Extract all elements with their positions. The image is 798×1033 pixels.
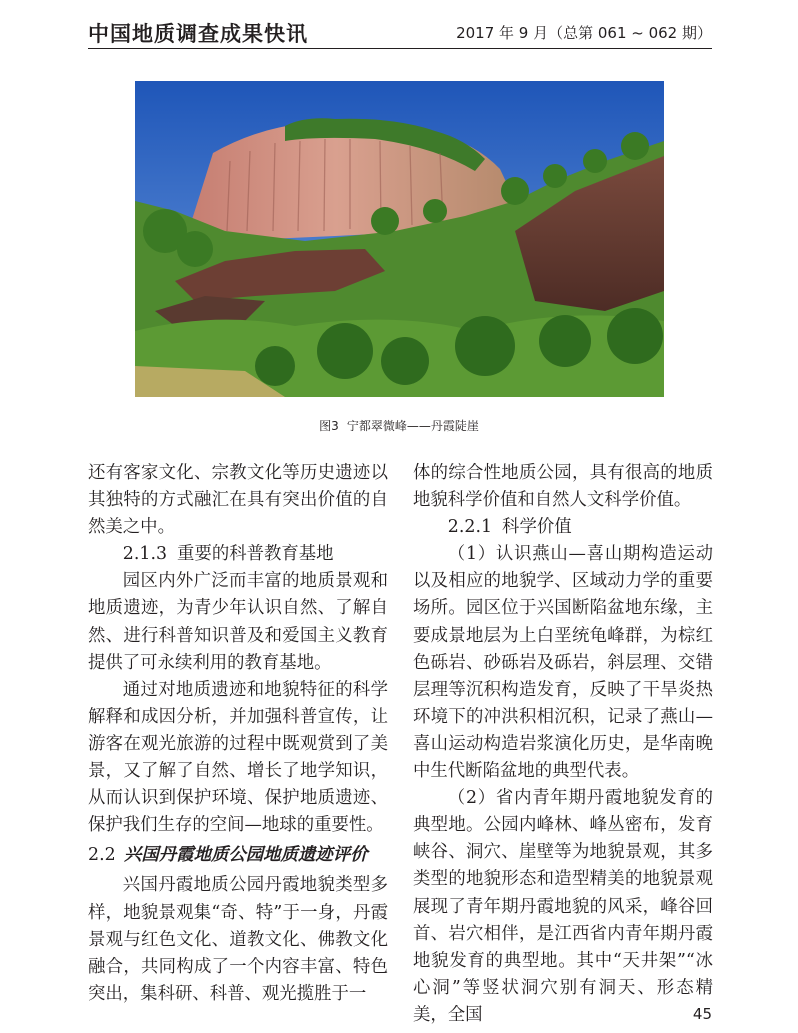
- paragraph: 园区内外广泛而丰富的地质景观和地质遗迹，为青少年认识自然、了解自然、进行科普知识普及和爱国主义教育提供了可永续利用的教育基地。: [88, 571, 388, 673]
- paragraph: 兴国丹霞地质公园丹霞地貌类型多样，地貌景观集“奇、特”于一身，丹霞景观与红色文化、道教文化、佛教文化融合，共同构成了一个内容丰富、特色突出，集科研、科普、观光揽胜于一: [88, 875, 388, 1004]
- figure-caption-text: 宁都翠微峰——丹霞陡崖: [346, 419, 479, 433]
- cliff-photo: [135, 81, 664, 397]
- page-number: 45: [692, 1005, 712, 1023]
- section-title: 科学价值: [502, 517, 572, 538]
- paragraph: （2）省内青年期丹霞地貌发育的典型地。公园内峰林、峰丛密布，发育峡谷、洞穴、崖壁等为地貌景观，其多类型的地貌形态和造型精美的地貌景观展现了青年期丹霞地貌的风采，峰谷回首、岩穴相伴，是江西省内青年期丹霞地貌发育的典型地。其中“天井架”“冰心洞”等竖状洞穴别有洞天、形态精美，全国: [413, 788, 713, 1025]
- section-heading-2-2: [88, 842, 388, 869]
- paragraph: 通过对地质遗迹和地貌特征的科学解释和成因分析，并加强科普宣传，让游客在观光旅游的过程中既观赏到了美景，又了解了自然、增长了地学知识，从而认识到保护环境、保护地质遗迹、保护我们生存的空间—地球的重要性。: [88, 679, 388, 836]
- section-heading-2-1-3: [88, 541, 388, 568]
- section-number: 2.1.3: [122, 544, 168, 565]
- paragraph: 体的综合性地质公园，具有很高的地质地貌科学价值和自然人文科学价值。: [413, 463, 713, 511]
- right-column: [413, 460, 713, 1029]
- issue-info: 2017 年 9 月（总第 061 ~ 062 期）: [456, 24, 712, 42]
- section-number: 2.2.1: [447, 517, 493, 538]
- paragraph: （1）认识燕山—喜山期构造运动以及相应的地貌学、区域动力学的重要场所。园区位于兴国断陷盆地东缘，主要成景地层为上白垩统龟峰群，为棕红色砾岩、砂砾岩及砾岩，斜层理、交错层理等沉积构造发育，反映了干旱炎热环境下的冲洪积相沉积，记录了燕山—喜山运动构造岩浆演化历史，是华南晚中生代断陷盆地的典型代表。: [413, 544, 713, 782]
- paragraph: 还有客家文化、宗教文化等历史遗迹以其独特的方式融汇在具有突出价值的自然美之中。: [88, 463, 388, 538]
- section-title: 重要的科普教育基地: [177, 544, 334, 565]
- figure-caption: [0, 417, 798, 434]
- journal-title: 中国地质调查成果快讯: [88, 22, 308, 46]
- header-divider: [88, 48, 712, 49]
- section-number: 2.2: [88, 845, 116, 866]
- section-heading-2-2-1: [413, 514, 713, 541]
- left-column: [88, 460, 388, 1008]
- section-title: 兴国丹霞地质公园地质遗迹评价: [124, 845, 368, 866]
- figure-label: 图3: [319, 419, 339, 433]
